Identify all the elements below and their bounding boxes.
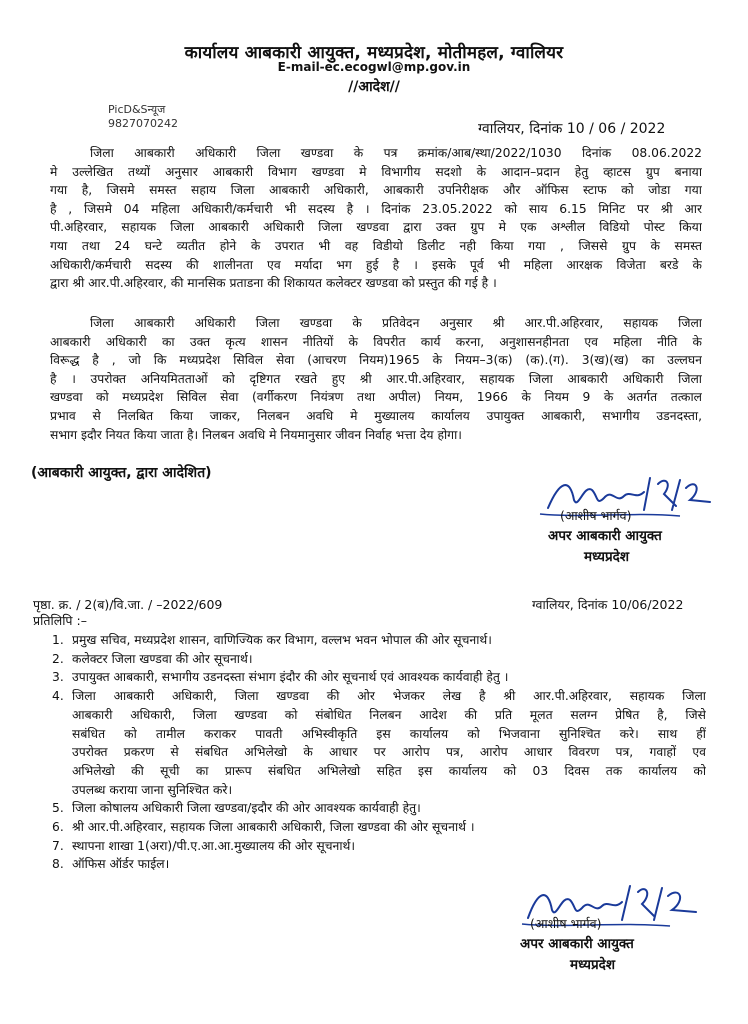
text-line: है , जिसमे 04 महिला अधिकारी/कर्मचारी भी सदस्य है । दिनांक 23.05.2022 को साय 6.15 मिनिट पर श्री आर (50, 201, 702, 216)
text-line: अधिकारी/कर्मचारी सदस्य की शालीनता एव मर्यादा भग हुई है । इसके पूर्व भी महिला आरक्षक विजेता बरडे के (50, 257, 702, 272)
signatory-name: (आशीष भार्गव) (560, 508, 632, 523)
text-line: है । उपरोक्त अनियमितताओं को दृष्टिगत रखते हुए श्री आर.पी.अहिरवार, सहायक जिला आबकारी अधिकारी जिला (50, 371, 702, 386)
copy-to-label: प्रतिलिपि :– (33, 613, 87, 628)
office-email: E-mail-ec.ecogwl@mp.gov.in (277, 60, 471, 74)
text-line: मे उल्लेखित तथ्यों अनुसार आबकारी विभाग खण्डवा मे विभागीय सदशो के आदान–प्रदान हेतु व्हाटस ग्रुप बनाया (50, 164, 702, 179)
list-item: 2. कलेक्टर जिला खण्डवा की ओर सूचनार्थ। (52, 651, 253, 666)
copy-list (50, 631, 706, 874)
watermark-line2: 9827070242 (108, 117, 178, 130)
watermark-line1: PicD&Sन्यूज (108, 103, 166, 116)
order-date: ग्वालियर, दिनांक 10 / 06 / 2022 (478, 121, 666, 137)
order-title: //आदेश// (348, 79, 400, 95)
list-item: 4. जिला आबकारी अधिकारी, जिला खण्डवा की ओर भेजकर लेख है श्री आर.पी.अहिरवार, सहायक जिला आबकारी अधिकारी, जिला खण्डवा को संबोधित निलबन आदेश की प्रति मूलत सलग्न प्रेषित है, जिसे सबंधित को तामील कराकर पावती अभिस्वीकृति इस कार्यालय को भिजवाना सुनिश्चित करे। साथ हीं उपरोक्त प्रकरण से संबधित अभिलेखो के आधार पर आरोप पत्र, आरोप आधार विवरण पत्र, गवाहों एव अभिलेखो की सूची का प्रारूप संबधित अभिलेखो सहित इस कार्यालय को 03 दिवस तक कार्यालय को उपलब्ध कराया जाना सुनिश्चित करे। (52, 689, 706, 797)
signatory-designation: अपर आबकारी आयुक्त (548, 528, 662, 544)
list-item: 6. श्री आर.पी.अहिरवार, सहायक जिला आबकारी अधिकारी, जिला खण्डवा की ओर सूचनार्थ । (52, 820, 475, 835)
list-item: 5. जिला कोषालय अधिकारी जिला खण्डवा/इदौर की ओर आवश्यक कार्यवाही हेतु। (52, 801, 421, 816)
text-line: विरूद्ध है , जो कि मध्यप्रदेश सिविल सेवा (आचरण नियम)1965 के नियम–3(क) (क).(ग). 3(ख)(ख) का उल्लघन (50, 353, 702, 368)
text-line: खण्डवा को मध्यप्रदेश सिविल सेवा (वर्गीकरण नियंत्रण तथा अपील) नियम, 1966 के नियम 9 के अतर्गत तत्काल (50, 390, 702, 405)
text-line: पी.अहिरवार, सहायक जिला आबकारी अधिकारी जिला खण्डवा द्वारा उक्त ग्रुप मे एक अश्लील विडियो पोस्ट किया (50, 220, 702, 235)
list-item: 3. उपायुक्त आबकारी, सभागीय उडनदस्ता संभाग इंदौर की ओर सूचनार्थ एवं आवश्यक कार्यवाही हेतु । (52, 670, 509, 685)
text-line: द्वारा श्री आर.पी.अहिरवार, की मानसिक प्रताडना की शिकायत कलेक्टर खण्डवा को प्रस्तुत की गई है । (50, 276, 497, 291)
text-line: प्रभाव से निलबित किया जाकर, निलबन अवधि मे मुख्यालय कार्यालय उपायुक्त आबकारी, सभागीय उडनदस्ता, (50, 408, 702, 423)
text-line: जिला आबकारी अधिकारी जिला खण्डवा के पत्र क्रमांक/आब/स्था/2022/1030 दिनांक 08.06.2022 (90, 146, 702, 160)
signatory-designation: अपर आबकारी आयुक्त (520, 936, 634, 952)
text-line: गया है, जिसमे समस्त सहाय जिला आबकारी अधिकारी, आबकारी उपनिरीक्षक और ऑफिस स्टाफ को जोडा गया (50, 183, 702, 198)
list-item: 7. स्थापना शाखा 1(अरा)/पी.ए.आ.आ.मुख्यालय की ओर सूचनार्थ। (52, 838, 356, 853)
signature-block-1 (548, 505, 738, 568)
endorsement-date: ग्वालियर, दिनांक 10/06/2022 (532, 597, 684, 612)
office-heading: कार्यालय आबकारी आयुक्त, मध्यप्रदेश, मोतीमहल, ग्वालियर (184, 43, 564, 63)
text-line: गया तथा 24 घन्टे व्यतीत होने के उपरात भी वह विडीयो डिलीट नही किया गया , जिससे ग्रुप के समस्त (50, 238, 702, 253)
signature-block-2 (520, 913, 720, 976)
endorsement-ref: पृष्ठा. क्र. / 2(ब)/वि.जा. / –2022/609 (33, 597, 223, 612)
text-line: सभाग इदौर नियत किया जाता है। निलबन अवधि मे नियमानुसार जीवन निर्वाह भत्ता देय होगा। (50, 427, 462, 442)
text-line: आबकारी अधिकारी का उक्त कृत्य शासन नीतियों के विपरीत कार्य करना, अनुशासनहीनता एव महिला नीति के (50, 334, 702, 349)
list-item: 8. ऑफिस ऑर्डर फाईल। (52, 857, 170, 872)
ordered-by: (आबकारी आयुक्त, द्वारा आदेशित) (31, 465, 212, 481)
list-item: 1. प्रमुख सचिव, मध्यप्रदेश शासन, वाणिज्यिक कर विभाग, वल्लभ भवन भोपाल की ओर सूचनार्थ। (52, 633, 492, 647)
signatory-name: (आशीष भार्गव) (530, 916, 602, 931)
signatory-state: मध्यप्रदेश (584, 549, 630, 565)
paragraph-1 (50, 144, 702, 293)
signatory-state: मध्यप्रदेश (570, 957, 616, 973)
paragraph-2 (50, 314, 702, 444)
text-line: जिला आबकारी अधिकारी जिला खण्डवा के प्रतिवेदन अनुसार श्री आर.पी.अहिरवार, सहायक जिला (90, 316, 702, 330)
